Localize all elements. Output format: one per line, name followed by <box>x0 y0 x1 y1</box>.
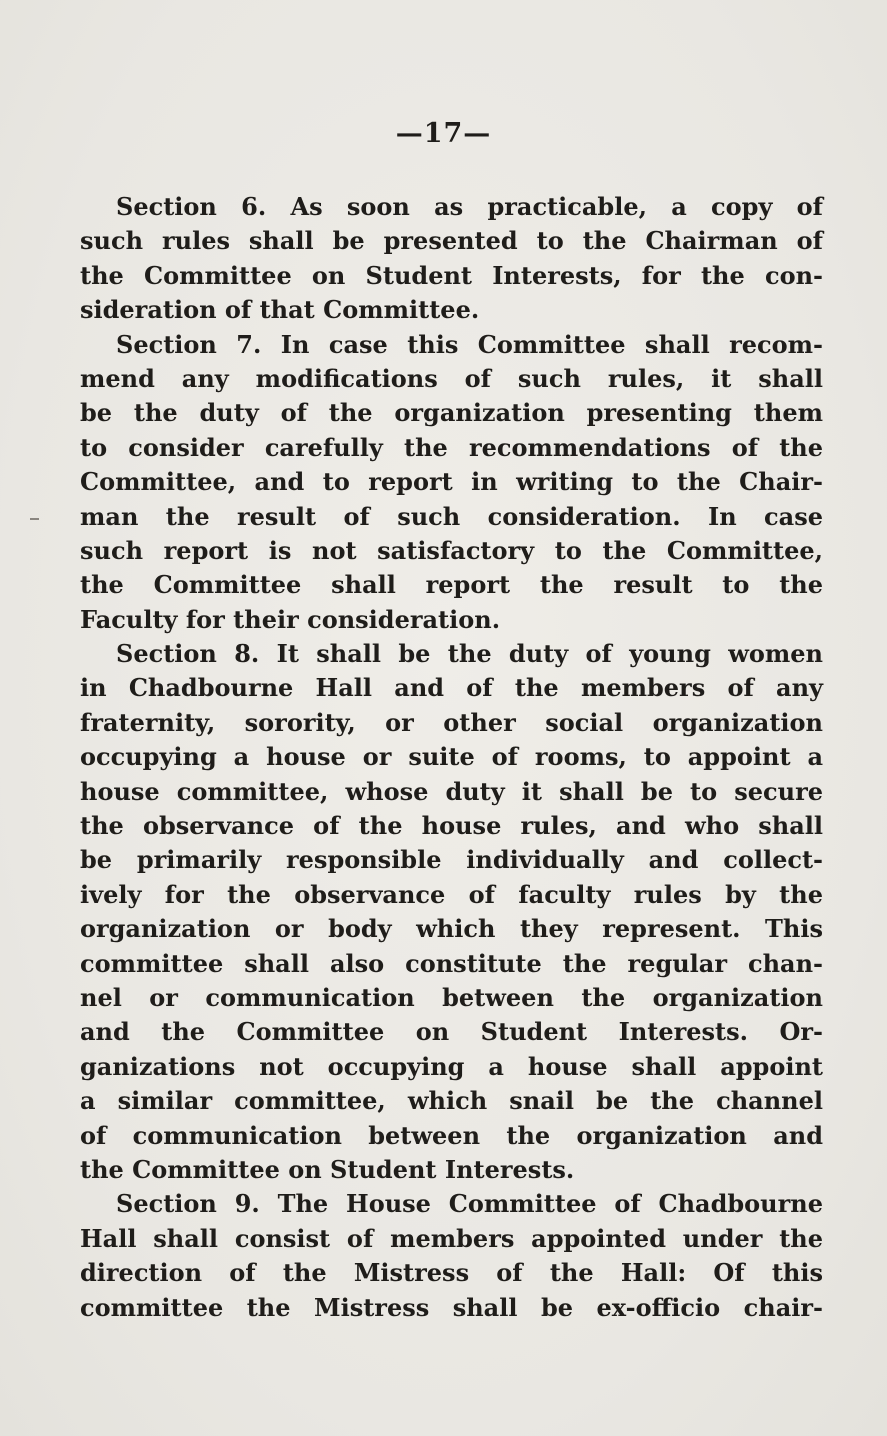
text-line: ively for the observance of faculty rules by the <box>80 879 823 909</box>
text-line: man the result of such consideration. In case <box>80 501 823 531</box>
text-line: Faculty for their consideration. <box>80 604 501 634</box>
text-line: organization or body which they represent. This <box>80 914 823 944</box>
text-line: committee the Mistress shall be ex-officio chair- <box>80 1292 823 1322</box>
margin-mark <box>30 518 39 520</box>
text-line: the observance of the house rules, and who shall <box>80 811 823 841</box>
text-line: in Chadbourne Hall and of the members of any <box>80 673 823 703</box>
text-line: and the Committee on Student Interests. Or- <box>80 1017 823 1047</box>
text-line: Section 7. In case this Committee shall recom- <box>116 329 823 359</box>
text-line: the Committee shall report the result to the <box>80 570 823 600</box>
text-line: Committee, and to report in writing to the Chair- <box>80 467 823 497</box>
text-line: the Committee on Student Interests, for the con- <box>80 260 823 290</box>
text-line: mend any modifications of such rules, it shall <box>80 363 823 393</box>
body-text <box>80 190 823 1325</box>
text-line: house committee, whose duty it shall be to secure <box>80 776 823 806</box>
text-line: Section 8. It shall be the duty of young women <box>116 639 823 669</box>
text-line: Hall shall consist of members appointed under the <box>80 1223 823 1253</box>
text-line: occupying a house or suite of rooms, to appoint a <box>80 742 823 772</box>
text-line: fraternity, sorority, or other social organization <box>80 707 823 737</box>
text-line: the Committee on Student Interests. <box>80 1154 575 1184</box>
text-line: Section 9. The House Committee of Chadbourne <box>116 1189 823 1219</box>
text-line: Section 6. As soon as practicable, a copy of <box>116 192 823 221</box>
text-line: ganizations not occupying a house shall appoint <box>80 1051 823 1081</box>
text-line: to consider carefully the recommendations of the <box>80 432 823 462</box>
text-line: of communication between the organization and <box>80 1120 823 1150</box>
text-line: such report is not satisfactory to the Committee, <box>80 535 823 565</box>
text-line: sideration of that Committee. <box>80 295 480 325</box>
text-line: a similar committee, which snail be the channel <box>80 1086 823 1116</box>
page-number: —17— <box>395 118 492 149</box>
text-line: committee shall also constitute the regular chan- <box>80 948 823 978</box>
text-line: direction of the Mistress of the Hall: Of this <box>80 1258 823 1288</box>
text-line: be the duty of the organization presenting them <box>80 398 823 428</box>
text-line: nel or communication between the organization <box>80 982 823 1012</box>
text-line: be primarily responsible individually and collect- <box>80 845 823 875</box>
text-line: such rules shall be presented to the Chairman of <box>80 226 823 256</box>
